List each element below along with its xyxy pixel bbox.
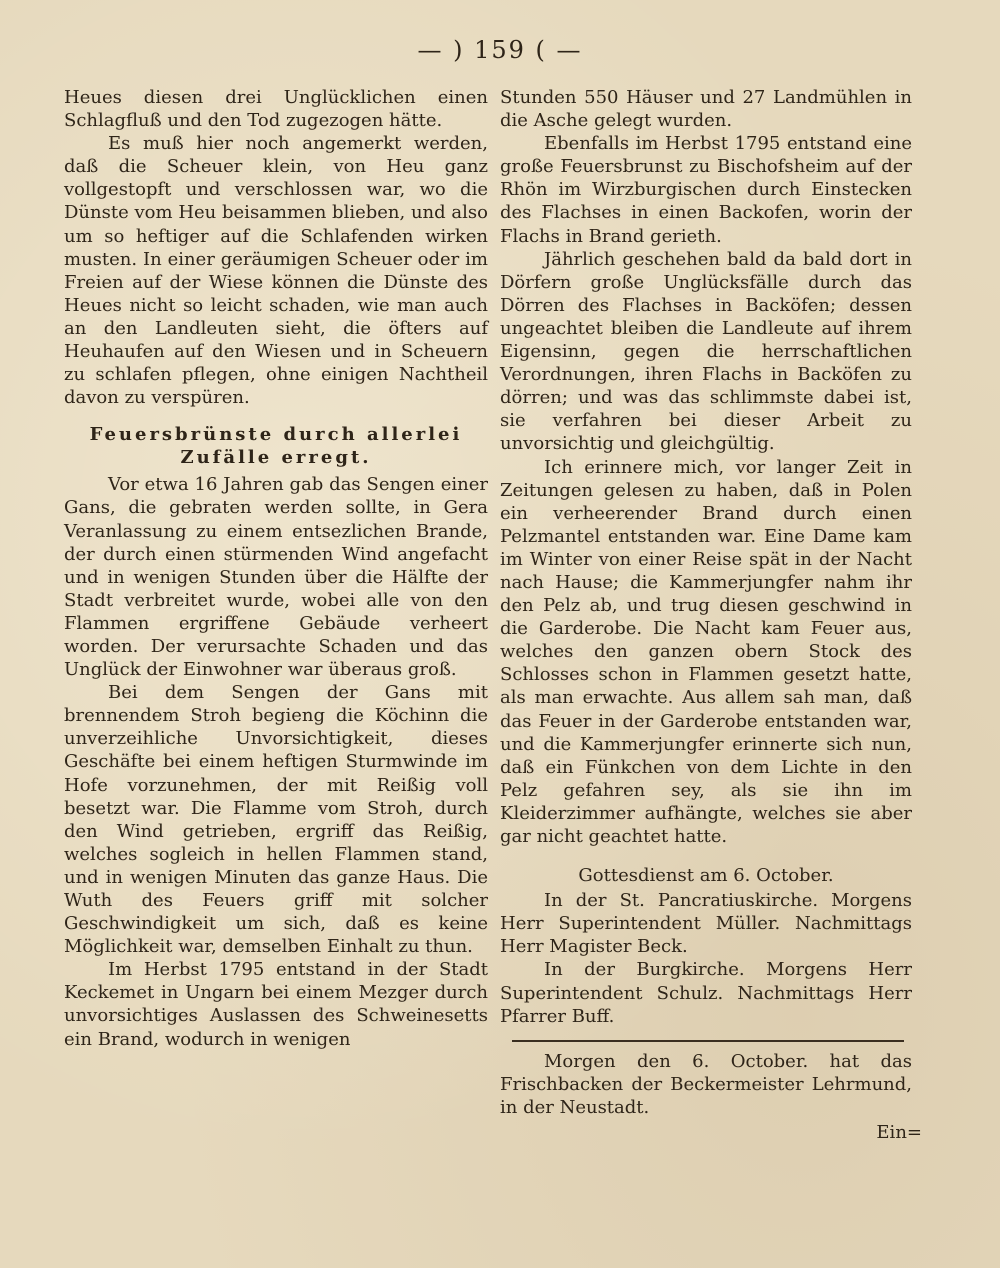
paragraph: Im Herbst 1795 entstand in der Stadt Keckemet in Ungarn bei einem Mezger durch unvorsichtiges Auslassen des Schweinesetts ein Brand, wodurch in wenigen [64,959,488,1050]
left-column [64,86,488,1051]
right-column [500,86,912,1119]
divider-rule [512,1040,904,1042]
paragraph: Ich erinnere mich, vor langer Zeit in Zeitungen gelesen zu haben, daß in Polen ein verheerender Brand durch einen Pelzmantel entstanden war. Eine Dame kam im Winter von einer Reise spät in der Nacht nach Hause; die Kammerjungfer nahm ihr den Pelz ab, und trug diesen geschwind in die Garderobe. Die Nacht kam Feuer aus, welches den ganzen obern Stock des Schlosses schon in Flammen gesetzt hatte, als man erwachte. Aus allem sah man, daß das Feuer in der Garderobe entstanden war, und die Kammerjungfer erinnerte sich nun, daß ein Fünkchen von dem Lichte in den Pelz gefahren sey, als sie ihn im Kleiderzimmer aufhängte, welches sie aber gar nicht geachtet hatte. [500,456,912,847]
section-heading: Feuersbrünste durch allerlei Zufälle erregt. [89,424,463,469]
paragraph: Stunden 550 Häuser und 27 Landmühlen in die Asche gelegt wurden. [500,87,912,132]
paragraph: Bei dem Sengen der Gans mit brennendem Stroh begieng die Köchinn die unverzeihliche Unvorsichtigkeit, dieses Geschäfte bei einem heftigen Sturmwinde im Hofe vorzunehmen, der mit Reißig voll besetzt war. Die Flamme vom Stroh, durch den Wind getrieben, ergriff das Reißig, welches sogleich in hellen Flammen stand, und in wenigen Minuten das ganze Haus. Die Wuth des Feuers griff mit solcher Geschwindigkeit um sich, daß es keine Möglichkeit war, demselben Einhalt zu thun. [64,682,488,958]
notice: Morgen den 6. October. hat das Frischbacken der Beckermeister Lehrmund, in der Neustadt. [500,1050,912,1118]
paragraph: Jährlich geschehen bald da bald dort in Dörfern große Unglücksfälle durch das Dörren des Flachses in Backöfen; dessen ungeachtet bleiben die Landleute auf ihrem Eigensinn, gegen die herrschaftlichen Verordnungen, ihren Flachs in Backöfen zu dörren; und was das schlimmste dabei ist, sie verfahren bei dieser Arbeit zu unvorsichtig und gleichgültig. [500,248,912,455]
service-entry: In der St. Pancratiuskirche. Morgens Herr Superintendent Müller. Nachmittags Herr Magister Beck. [500,890,912,958]
paragraph: Heues diesen drei Unglücklichen einen Schlagfluß und den Tod zugezogen hätte. [64,87,488,132]
page-number: — ) 159 ( — [417,36,583,64]
paragraph: Es muß hier noch angemerkt werden, daß die Scheuer klein, von Heu ganz vollgestopft und verschlossen war, wo die Dünste vom Heu beisammen blieben, und also um so heftiger auf die Schlafenden wirken musten. In einer geräumigen Scheuer oder im Freien auf der Wiese können die Dünste des Heues nicht so leicht schaden, wie man auch an den Landleuten sieht, die öfters auf Heuhaufen auf den Wiesen und in Scheuern zu schlafen pflegen, ohne einigen Nachtheil davon zu verspüren. [64,133,488,409]
paragraph: Vor etwa 16 Jahren gab das Sengen einer Gans, die gebraten werden sollte, in Gera Veranlassung zu einem entsezlichen Brande, der durch einen stürmenden Wind angefacht und in wenigen Stunden über die Hälfte der Stadt verbreitet wurde, wobei alle von den Flammen ergriffene Gebäude verheert worden. Der verursachte Schaden und das Unglück der Einwohner war überaus groß. [64,474,488,681]
service-heading: Gottesdienst am 6. October. [578,865,834,887]
paragraph: Ebenfalls im Herbst 1795 entstand eine große Feuersbrunst zu Bischofsheim auf der Rhön im Wirzburgischen durch Einstecken des Flachses in einen Backofen, worin der Flachs in Brand gerieth. [500,133,912,247]
service-entry: In der Burgkirche. Morgens Herr Superintendent Schulz. Nachmittags Herr Pfarrer Buff. [500,959,912,1027]
catchword: Ein= [876,1122,922,1143]
